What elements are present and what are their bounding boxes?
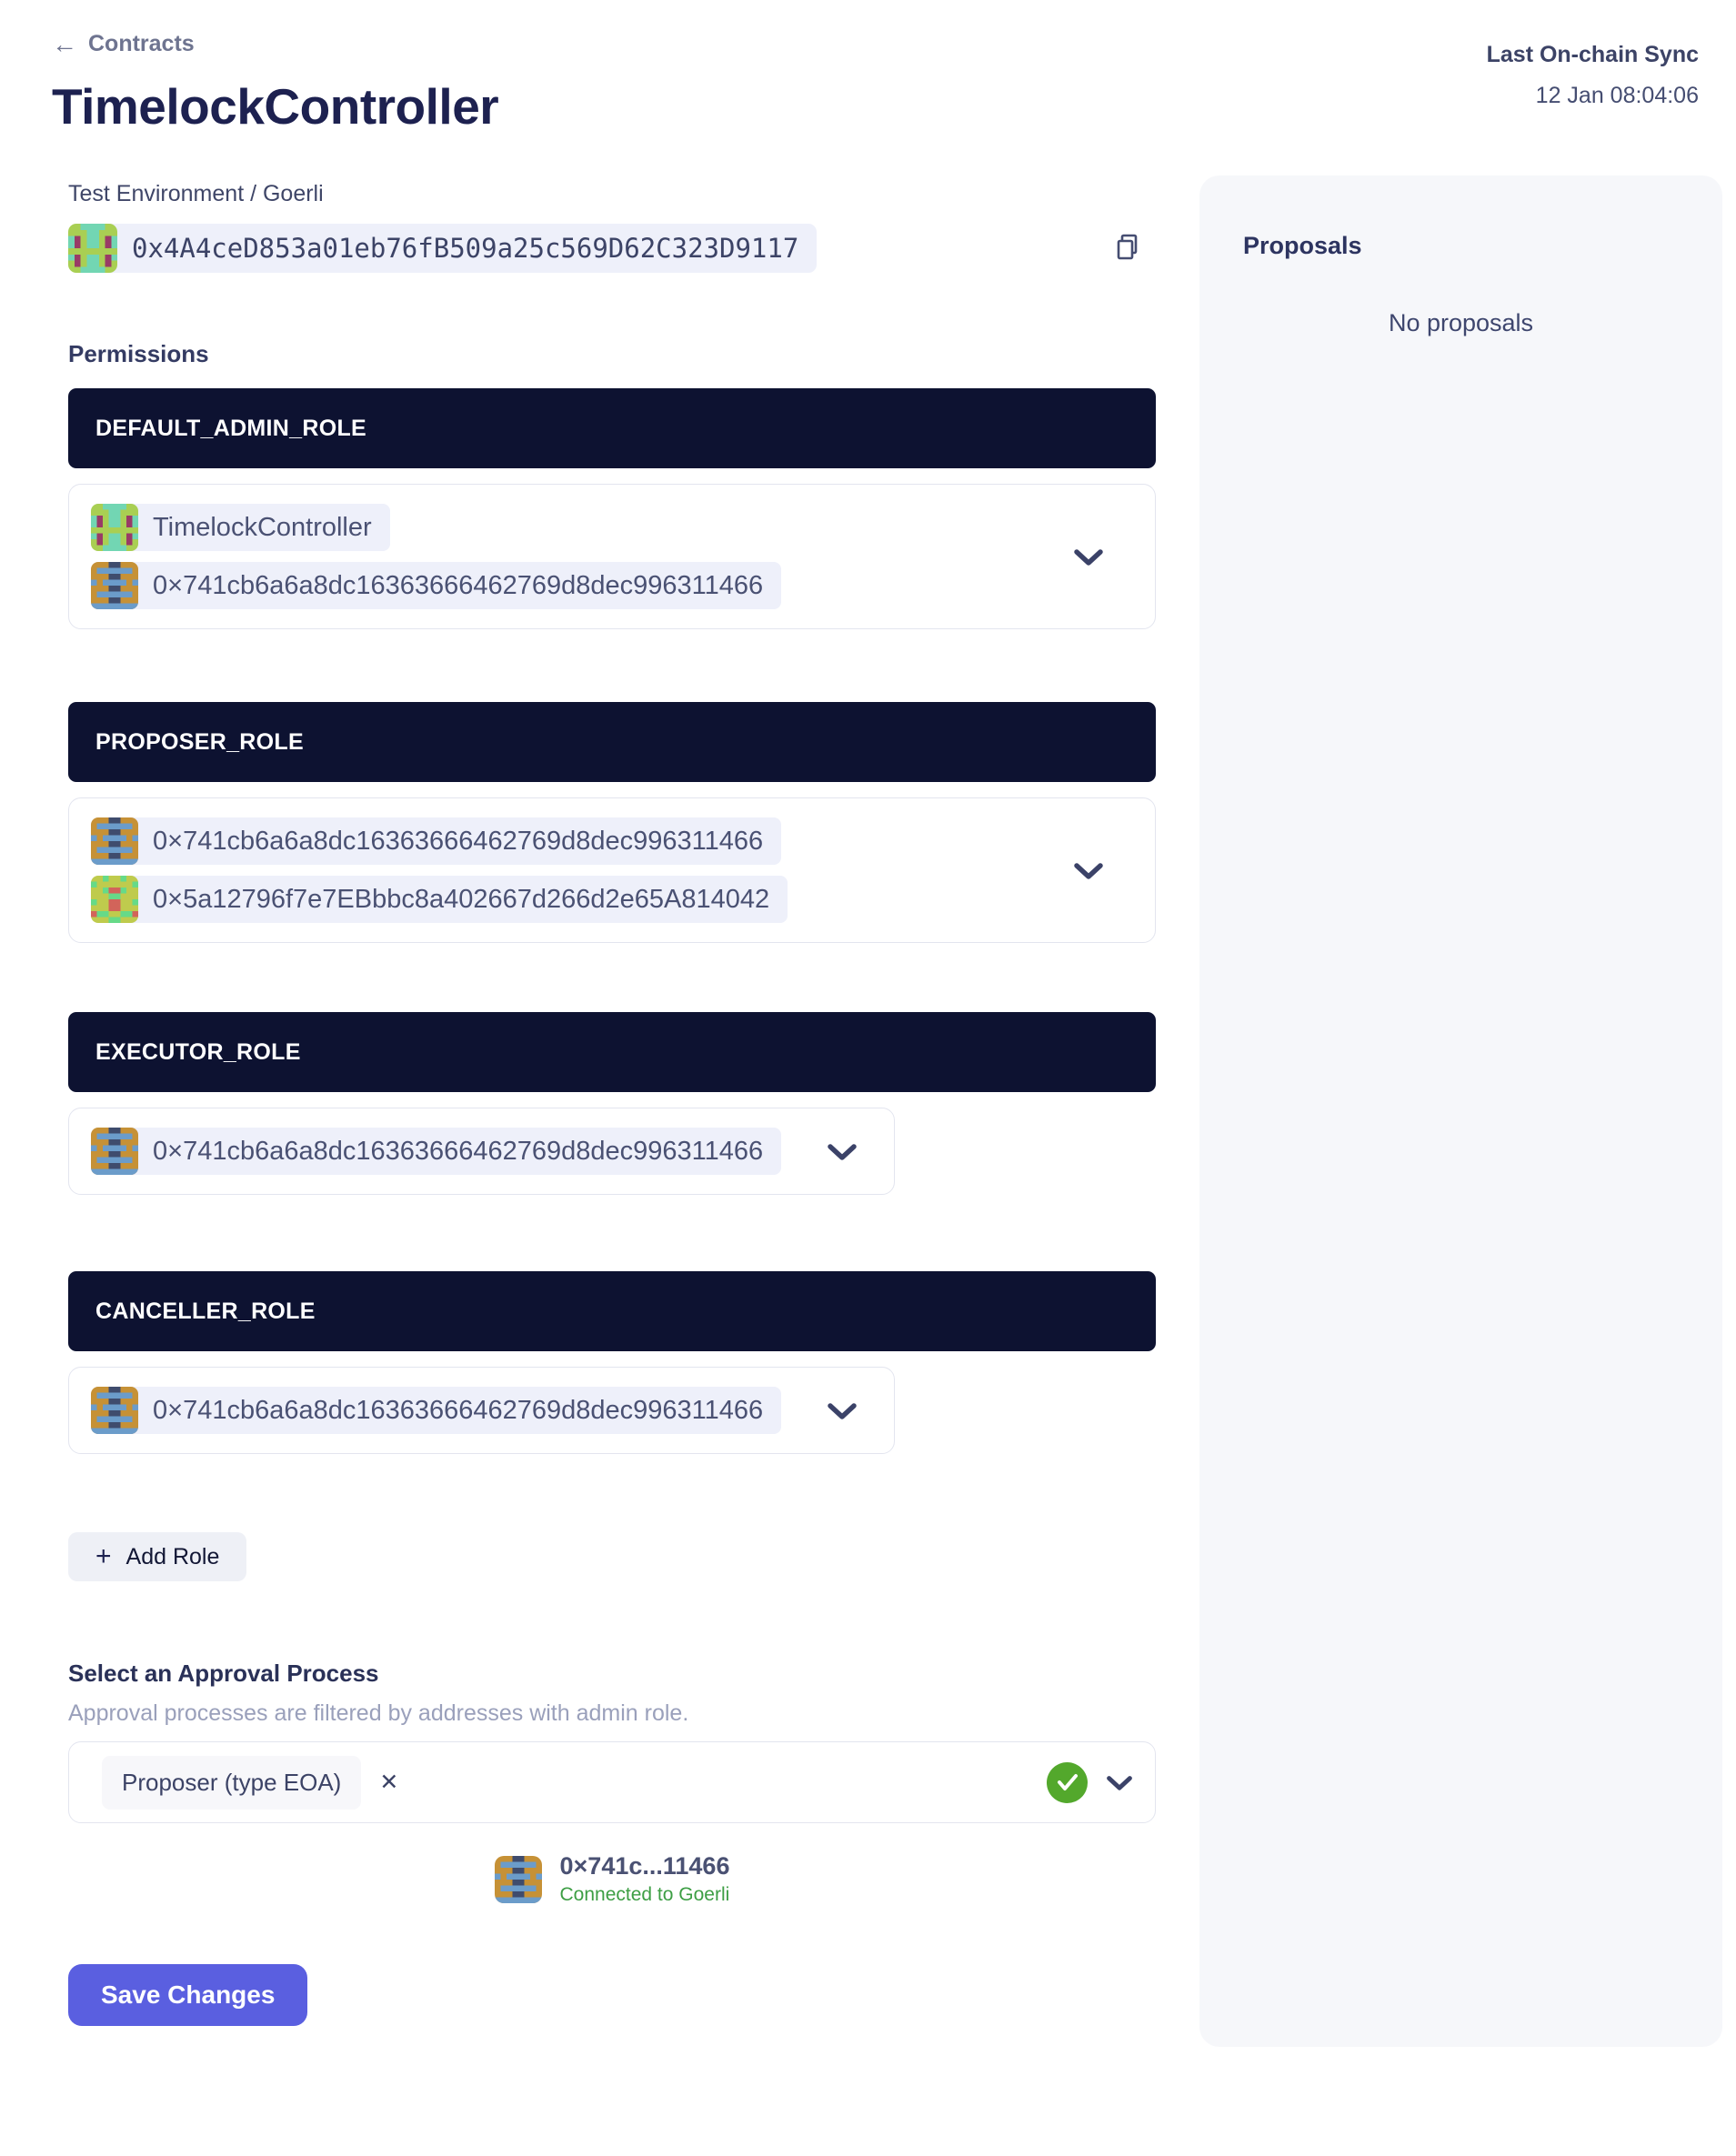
role-card-default-admin bbox=[68, 484, 1156, 629]
role-card-proposer bbox=[68, 797, 1156, 943]
role-name: DEFAULT_ADMIN_ROLE bbox=[95, 415, 367, 441]
back-arrow-icon: ← bbox=[52, 29, 77, 58]
role-expand-button[interactable] bbox=[1073, 859, 1104, 881]
environment-label: Test Environment / Goerli bbox=[68, 181, 324, 206]
role-member bbox=[91, 876, 788, 923]
role-name: EXECUTOR_ROLE bbox=[95, 1038, 301, 1065]
proposals-empty-text: No proposals bbox=[1388, 309, 1534, 336]
role-header-proposer bbox=[68, 702, 1156, 782]
member-label: 0×5a12796f7e7EBbbc8a402667d266d2e65A814042 bbox=[153, 884, 770, 914]
member-identicon-avatar bbox=[91, 817, 138, 865]
role-expand-button[interactable] bbox=[1073, 546, 1104, 567]
proposals-heading: Proposals bbox=[1243, 232, 1362, 259]
contract-address-row bbox=[68, 224, 1156, 273]
role-member bbox=[91, 504, 390, 551]
add-role-label: Add Role bbox=[125, 1543, 220, 1569]
member-identicon-avatar bbox=[91, 562, 138, 609]
add-role-button[interactable] bbox=[68, 1532, 246, 1581]
member-label: 0×741cb6a6a8dc16363666462769d8dec996311466 bbox=[153, 1136, 764, 1166]
chevron-down-icon bbox=[1073, 859, 1104, 881]
chevron-down-icon bbox=[1073, 546, 1104, 567]
approval-process-select[interactable] bbox=[68, 1741, 1156, 1823]
plus-icon: + bbox=[95, 1541, 112, 1571]
last-sync-time: 12 Jan 08:04:06 bbox=[1535, 83, 1699, 108]
approval-process-subtitle: Approval processes are filtered by addresses with admin role. bbox=[68, 1700, 689, 1726]
save-changes-button[interactable]: Save Changes bbox=[68, 1964, 307, 2026]
role-member bbox=[91, 817, 781, 865]
approval-process-heading: Select an Approval Process bbox=[68, 1660, 379, 1687]
chevron-down-icon bbox=[827, 1140, 858, 1162]
breadcrumb-label: Contracts bbox=[88, 31, 195, 56]
contract-address-badge bbox=[68, 224, 817, 273]
member-label: TimelockController bbox=[153, 512, 372, 542]
role-member bbox=[91, 1128, 781, 1175]
member-identicon-avatar bbox=[91, 876, 138, 923]
last-sync-block bbox=[1487, 42, 1699, 109]
member-label: 0×741cb6a6a8dc16363666462769d8dec996311466 bbox=[153, 570, 764, 600]
copy-icon bbox=[1114, 233, 1143, 264]
role-header-canceller bbox=[68, 1271, 1156, 1351]
chevron-down-icon bbox=[827, 1399, 858, 1421]
proposals-panel bbox=[1199, 175, 1722, 2047]
connected-address: 0×741c...11466 bbox=[559, 1852, 730, 1880]
role-name: CANCELLER_ROLE bbox=[95, 1298, 316, 1324]
contract-identicon-avatar bbox=[68, 224, 117, 273]
connected-status: Connected to Goerli bbox=[559, 1884, 730, 1905]
selected-approval-chip: Proposer (type EOA) bbox=[102, 1756, 361, 1810]
copy-address-button[interactable] bbox=[1109, 228, 1149, 268]
remove-selection-icon[interactable]: ✕ bbox=[379, 1770, 399, 1795]
breadcrumb[interactable] bbox=[52, 31, 195, 57]
contract-address: 0x4A4ceD853a01eb76fB509a25c569D62C323D9117 bbox=[132, 233, 799, 264]
connected-account bbox=[68, 1852, 1156, 1906]
member-identicon-avatar bbox=[91, 1387, 138, 1434]
page-title: TimelockController bbox=[52, 78, 499, 135]
role-header-default-admin bbox=[68, 388, 1156, 468]
last-sync-label: Last On-chain Sync bbox=[1486, 42, 1699, 67]
role-expand-button[interactable] bbox=[827, 1399, 858, 1421]
member-identicon-avatar bbox=[91, 1128, 138, 1175]
member-label: 0×741cb6a6a8dc16363666462769d8dec996311466 bbox=[153, 826, 764, 856]
contract-main-column bbox=[68, 175, 1156, 2047]
role-header-executor bbox=[68, 1012, 1156, 1092]
permissions-heading: Permissions bbox=[68, 340, 209, 367]
role-expand-button[interactable] bbox=[827, 1140, 858, 1162]
chevron-down-icon[interactable] bbox=[1106, 1772, 1133, 1792]
role-card-executor bbox=[68, 1108, 895, 1195]
role-name: PROPOSER_ROLE bbox=[95, 728, 304, 755]
member-identicon-avatar bbox=[91, 504, 138, 551]
connected-account-avatar bbox=[495, 1856, 542, 1903]
role-member bbox=[91, 1387, 781, 1434]
role-member bbox=[91, 562, 781, 609]
role-card-canceller bbox=[68, 1367, 895, 1454]
valid-check-icon bbox=[1047, 1762, 1088, 1803]
page-header bbox=[52, 31, 1699, 135]
member-label: 0×741cb6a6a8dc16363666462769d8dec996311466 bbox=[153, 1395, 764, 1425]
